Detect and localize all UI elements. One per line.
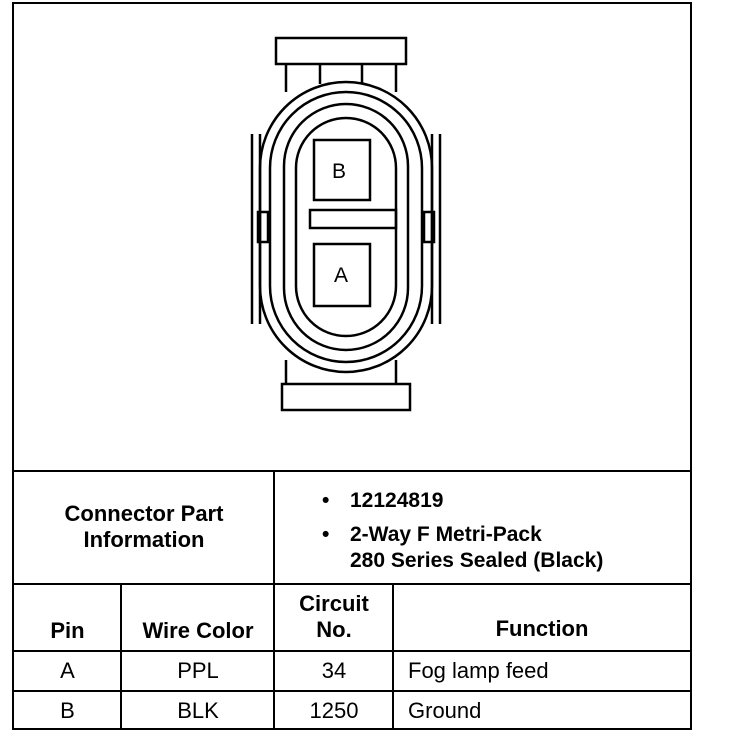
row-b-wire-color: BLK — [177, 698, 219, 723]
row-b-pin: B — [60, 698, 75, 723]
header-pin: Pin — [50, 618, 85, 643]
row-a-wire-color: PPL — [177, 658, 219, 683]
connector-frame — [12, 2, 692, 730]
bottom-latch-tab — [282, 384, 410, 410]
row-a-function: Fog lamp feed — [408, 658, 549, 683]
header-wire-color: Wire Color — [142, 618, 254, 643]
part-description: • 2-Way F Metri-Pack — [322, 523, 542, 546]
row-b-circuit: 1250 — [309, 698, 359, 723]
connector-diagram — [14, 4, 694, 470]
header-function: Function — [495, 616, 589, 641]
pin-b-label: B — [332, 160, 347, 183]
connector-drawing — [14, 4, 694, 470]
header-circuit-no: Circuit No. — [299, 591, 369, 642]
pin-a-label: A — [334, 264, 349, 287]
bullet-icon: • — [322, 523, 330, 546]
part-number: • 12124819 — [322, 489, 444, 512]
row-b-function: Ground — [408, 698, 482, 723]
divider-bar — [310, 210, 396, 228]
bullet-icon: • — [322, 489, 330, 512]
part-description-line2: 280 Series Sealed (Black) — [350, 549, 604, 572]
row-a-pin: A — [60, 658, 75, 683]
connector-part-info-label: Connector Part Information — [64, 501, 224, 552]
top-latch-tab — [276, 38, 406, 64]
row-a-circuit: 34 — [321, 658, 347, 683]
